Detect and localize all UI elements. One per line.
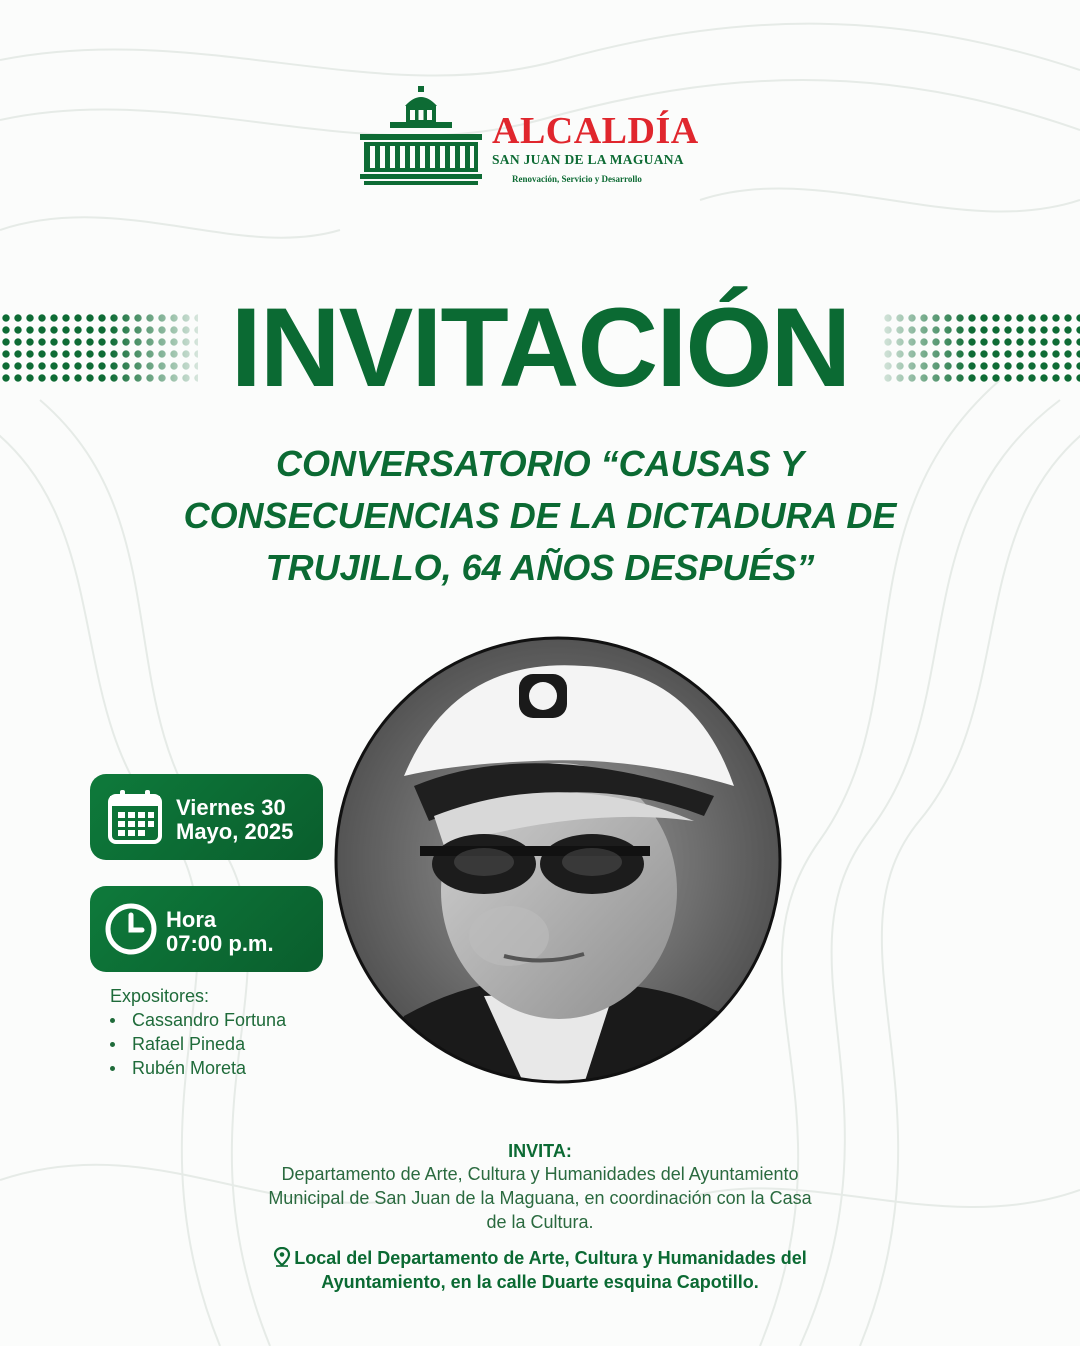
dot-pattern-right	[882, 312, 1080, 384]
date-card	[90, 774, 323, 860]
event-title	[120, 438, 960, 594]
location-pin-icon	[273, 1247, 291, 1267]
invita-line1: Departamento de Arte, Cultura y Humanidades del Ayuntamiento	[281, 1164, 799, 1184]
date-text	[176, 796, 321, 844]
time-card	[90, 886, 323, 972]
date-line1: Viernes 30	[176, 795, 286, 820]
date-line2: Mayo, 2025	[176, 819, 294, 844]
invita-line2: Municipal de San Juan de la Maguana, en coordinación con la Casa	[268, 1188, 812, 1208]
speaker-name: Rubén Moreta	[132, 1058, 247, 1078]
location-info	[170, 1246, 910, 1294]
headline: INVITACIÓN	[230, 285, 850, 410]
bullet	[110, 1018, 115, 1023]
logo-tagline: Renovación, Servicio y Desarrollo	[512, 174, 642, 184]
invita-line3: de la Cultura.	[486, 1212, 594, 1232]
speakers-list	[110, 984, 340, 1080]
event-title-line1: CONVERSATORIO “CAUSAS Y	[275, 443, 805, 484]
speaker-name: Cassandro Fortuna	[132, 1010, 287, 1030]
logo-title: ALCALDÍA	[492, 110, 699, 152]
clock-icon	[104, 902, 158, 956]
event-title-line3: TRUJILLO, 64 AÑOS DESPUÉS”	[265, 547, 815, 588]
bullet	[110, 1042, 115, 1047]
time-line2: 07:00 p.m.	[166, 931, 274, 956]
speakers-title: Expositores:	[110, 986, 210, 1006]
bullet	[110, 1066, 115, 1071]
speaker-name: Rafael Pineda	[132, 1034, 246, 1054]
alcaldia-logo	[360, 86, 720, 190]
speaker-item	[110, 1008, 340, 1032]
location-line1: Local del Departamento de Arte, Cultura y Humanidades del	[294, 1248, 807, 1268]
city-hall-building-icon	[360, 86, 486, 186]
dot-pattern-left	[0, 312, 198, 384]
time-text	[166, 908, 311, 956]
time-line1: Hora	[166, 907, 217, 932]
portrait-photo	[334, 636, 782, 1084]
logo-subtitle: SAN JUAN DE LA MAGUANA	[492, 152, 684, 167]
speaker-item	[110, 1056, 340, 1080]
invita-title: INVITA:	[508, 1141, 572, 1161]
event-title-line2: CONSECUENCIAS DE LA DICTADURA DE	[183, 495, 897, 536]
invita-body	[210, 1162, 870, 1234]
location-line2: Ayuntamiento, en la calle Duarte esquina Capotillo.	[321, 1272, 759, 1292]
speaker-item	[110, 1032, 340, 1056]
calendar-icon	[106, 788, 164, 846]
